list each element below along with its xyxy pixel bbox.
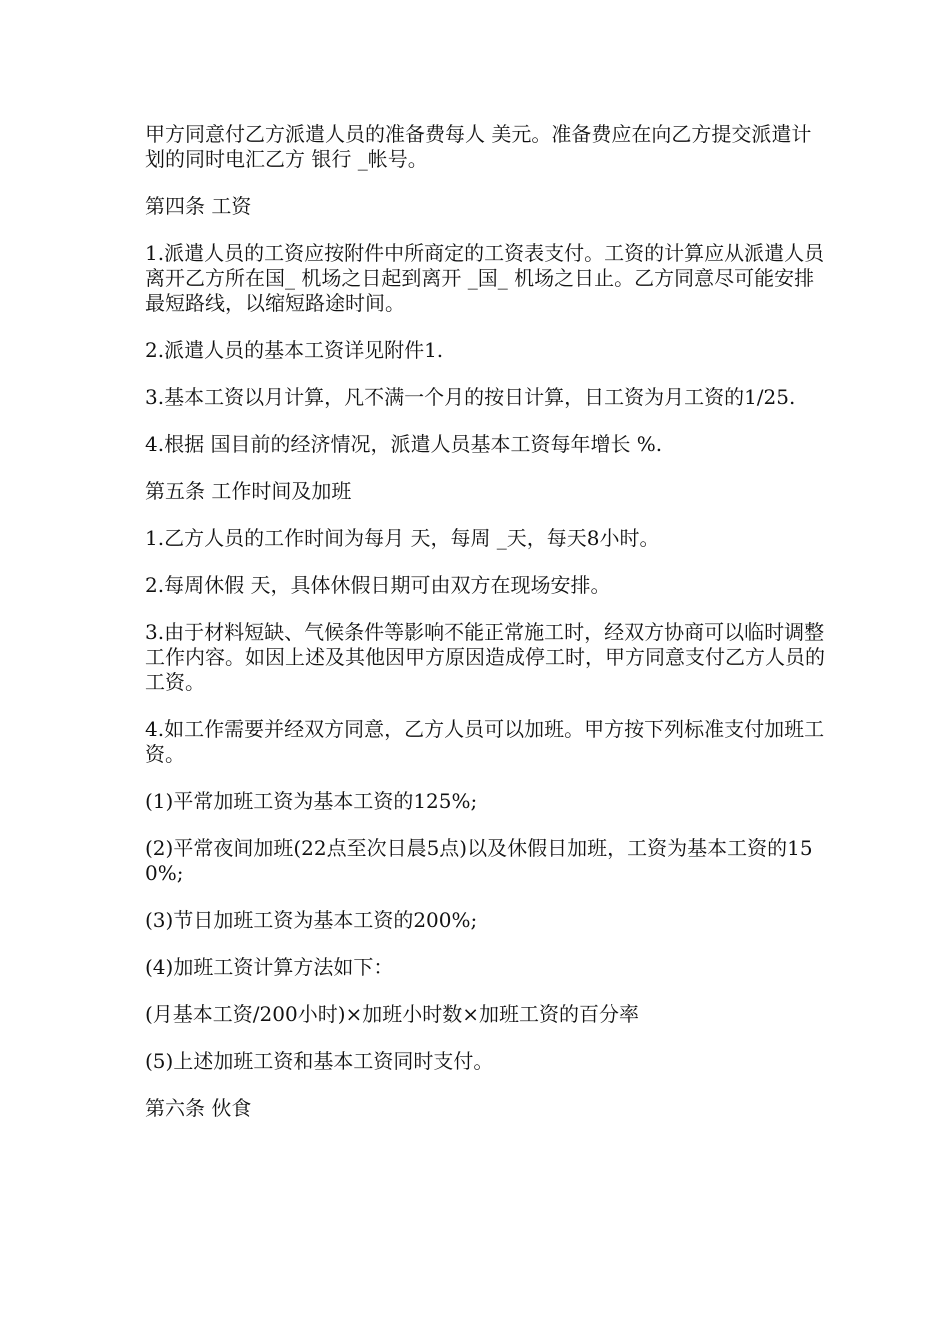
heading-article-5-working-hours: 第五条 工作时间及加班 bbox=[145, 479, 352, 503]
paragraph-overtime-method: (4)加班工资计算方法如下： bbox=[145, 955, 394, 979]
heading-article-6-meals: 第六条 伙食 bbox=[145, 1096, 252, 1120]
paragraph-overtime-agreement: 4.如工作需要并经双方同意，乙方人员可以加班。甲方按下列标准支付加班工资。 bbox=[145, 717, 825, 766]
paragraph-payment-timing: (5)上述加班工资和基本工资同时支付。 bbox=[145, 1049, 494, 1073]
paragraph-work-adjustment: 3.由于材料短缺、气候条件等影响不能正常施工时，经双方协商可以临时调整工作内容。如因上述及其他因甲方原因造成停工时，甲方同意支付乙方人员的工资。 bbox=[145, 620, 825, 694]
paragraph-overtime-festival: (3)节日加班工资为基本工资的200%; bbox=[145, 908, 478, 932]
paragraph-overtime-night-holiday: (2)平常夜间加班(22点至次日晨5点)以及休假日加班，工资为基本工资的150%; bbox=[145, 836, 813, 885]
paragraph-basic-wage-annex: 2.派遣人员的基本工资详见附件1. bbox=[145, 338, 444, 362]
paragraph-overtime-formula: (月基本工资/200小时)×加班小时数×加班工资的百分率 bbox=[145, 1002, 640, 1026]
paragraph-overtime-normal: (1)平常加班工资为基本工资的125%; bbox=[145, 789, 478, 813]
paragraph-monthly-calculation: 3.基本工资以月计算，凡不满一个月的按日计算，日工资为月工资的1/25. bbox=[145, 385, 796, 409]
paragraph-wage-calculation: 1.派遣人员的工资应按附件中所商定的工资表支付。工资的计算应从派遣人员离开乙方所在国_ 机场之日起到离开 _国_ 机场之日止。乙方同意尽可能安排最短路线，以缩短路途时间。 bbox=[145, 241, 825, 315]
paragraph-weekly-rest: 2.每周休假 天，具体休假日期可由双方在现场安排。 bbox=[145, 573, 611, 597]
paragraph-working-time: 1.乙方人员的工作时间为每月 天，每周 _天，每天8小时。 bbox=[145, 526, 660, 550]
paragraph-preparation-fee: 甲方同意付乙方派遣人员的准备费每人 美元。准备费应在向乙方提交派遣计划的同时电汇乙方 银行 _帐号。 bbox=[145, 122, 812, 171]
paragraph-annual-increase: 4.根据 国目前的经济情况，派遣人员基本工资每年增长 %. bbox=[145, 432, 663, 456]
document-body bbox=[145, 122, 825, 1143]
heading-article-4-wages: 第四条 工资 bbox=[145, 194, 252, 218]
